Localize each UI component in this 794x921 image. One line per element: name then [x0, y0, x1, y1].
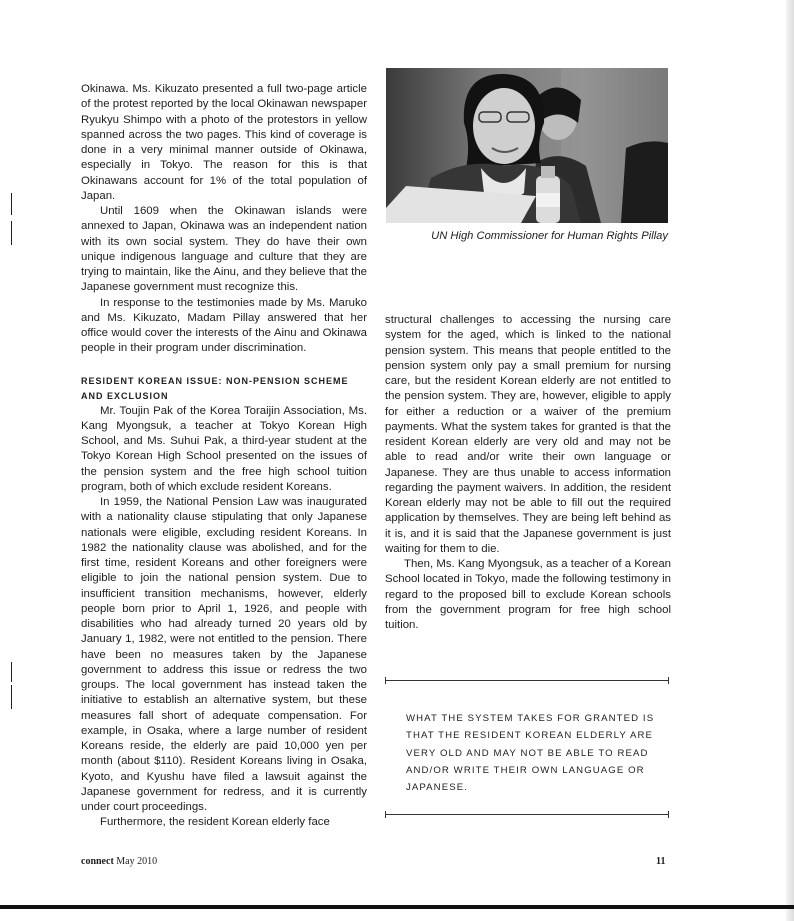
- paragraph: In 1959, the National Pension Law was inaugurated with a nationality clause stipulating that only Japanese nationals were eligible, excluding resident Koreans. In 1982 the nationality clause was abolished, and for the first time, resident Koreans and other foreigners were eligible to join the national pension system. Due to insufficient transition mechanisms, however, elderly people born prior to April 1, 1926, and people with disabilities who had already turned 20 years old by January 1, 1982, were not entitled to the pension. There have been no measures taken by the Japanese government to address this issue or redress the two groups. The local government has instead taken the initiative to establish an alternative system, but these measures fall short of adequate compensation. For example, in Osaka, where a large number of resident Koreans reside, the elderly are paid 10,000 yen per month (about $110). Resident Koreans living in Osaka, Kyoto, and Kyushu have filed a lawsuit against the Japanese government for redress, and it is currently under court proceedings.: [81, 496, 367, 813]
- paragraph: Until 1609 when the Okinawan islands were annexed to Japan, Okinawa was an independent nation with its own social system. They do have their own unique indigenous language and culture that they are trying to maintain, like the Ainu, and they believe that the Japanese government must recognize this.: [81, 205, 367, 294]
- right-column: [385, 313, 671, 633]
- left-column: [81, 82, 367, 831]
- page-edge-shadow: [786, 0, 794, 921]
- paragraph: structural challenges to accessing the nursing care system for the aged, which is linked to the national pension system. This means that people entitled to the pension system only pay a small premium for nursing care, but the resident Korean elderly are not entitled to the pension system. They are, however, eligible to apply for either a reduction or a waiver of the premium payments. What the system takes for granted is that the resident Korean elderly are very old and may not be able to read and/or write their own language or Japanese. They are thus unable to access information regarding the payment waivers. In addition, the resident Korean elderly may not be able to fill out the required application by themselves. They are being left behind as it is, and it is said that the Japanese government is just waiting for them to die.: [385, 314, 671, 555]
- section-heading: RESIDENT KOREAN ISSUE: NON-PENSION SCHEME AND EXCLUSION: [81, 375, 349, 401]
- paragraph: Then, Ms. Kang Myongsuk, as a teacher of a Korean School located in Tokyo, made the following testimony in regard to the proposed bill to exclude Korean schools from the government program for free high school tuition.: [385, 558, 671, 631]
- issue-date: May 2010: [116, 856, 158, 867]
- publication-name: connect: [81, 856, 114, 867]
- paragraph: In response to the testimonies made by Ms. Maruko and Ms. Kikuzato, Madam Pillay answered that her office would cover the interests of the Ainu and Okinawa people in their program under discrimination.: [81, 296, 367, 355]
- photo-pillay: [386, 68, 668, 223]
- binding-mark: [11, 662, 12, 682]
- paragraph: Okinawa. Ms. Kikuzato presented a full two-page article of the protest reported by the local Okinawan newspaper Ryukyu Shimpo with a photo of the protestors in yellow spanned across the two pages. This kind of coverage is done in a very minimal manner outside of Okinawa, especially in Tokyo. The reason for this is that Okinawans account for 1% of the total population of Japan.: [81, 83, 367, 202]
- paragraph: Mr. Toujin Pak of the Korea Toraijin Association, Ms. Kang Myongsuk, a teacher at Tokyo Korean High School, and Ms. Suhui Pak, a third-year student at the Tokyo Korean High School presented on the issues of the pension system and the free high school tuition program, both of which exclude resident Koreans.: [81, 404, 367, 493]
- footer-publication: [81, 856, 157, 867]
- binding-mark: [11, 221, 12, 245]
- pull-quote-bottom-rule: [385, 814, 669, 815]
- paragraph: Furthermore, the resident Korean elderly face: [100, 816, 330, 829]
- photo-illustration: [386, 68, 668, 223]
- pull-quote-top-rule: [385, 680, 669, 681]
- binding-mark: [11, 193, 12, 215]
- pull-quote: WHAT THE SYSTEM TAKES FOR GRANTED IS THAT THE RESIDENT KOREAN ELDERLY ARE VERY OLD AND MAY NOT BE ABLE TO READ AND/OR WRITE THEIR OWN LANGUAGE OR JAPANESE.: [406, 713, 655, 794]
- page-bottom-rule: [0, 905, 794, 909]
- photo-caption: UN High Commissioner for Human Rights Pillay: [431, 230, 668, 242]
- page-number: 11: [656, 856, 666, 867]
- binding-mark: [11, 685, 12, 709]
